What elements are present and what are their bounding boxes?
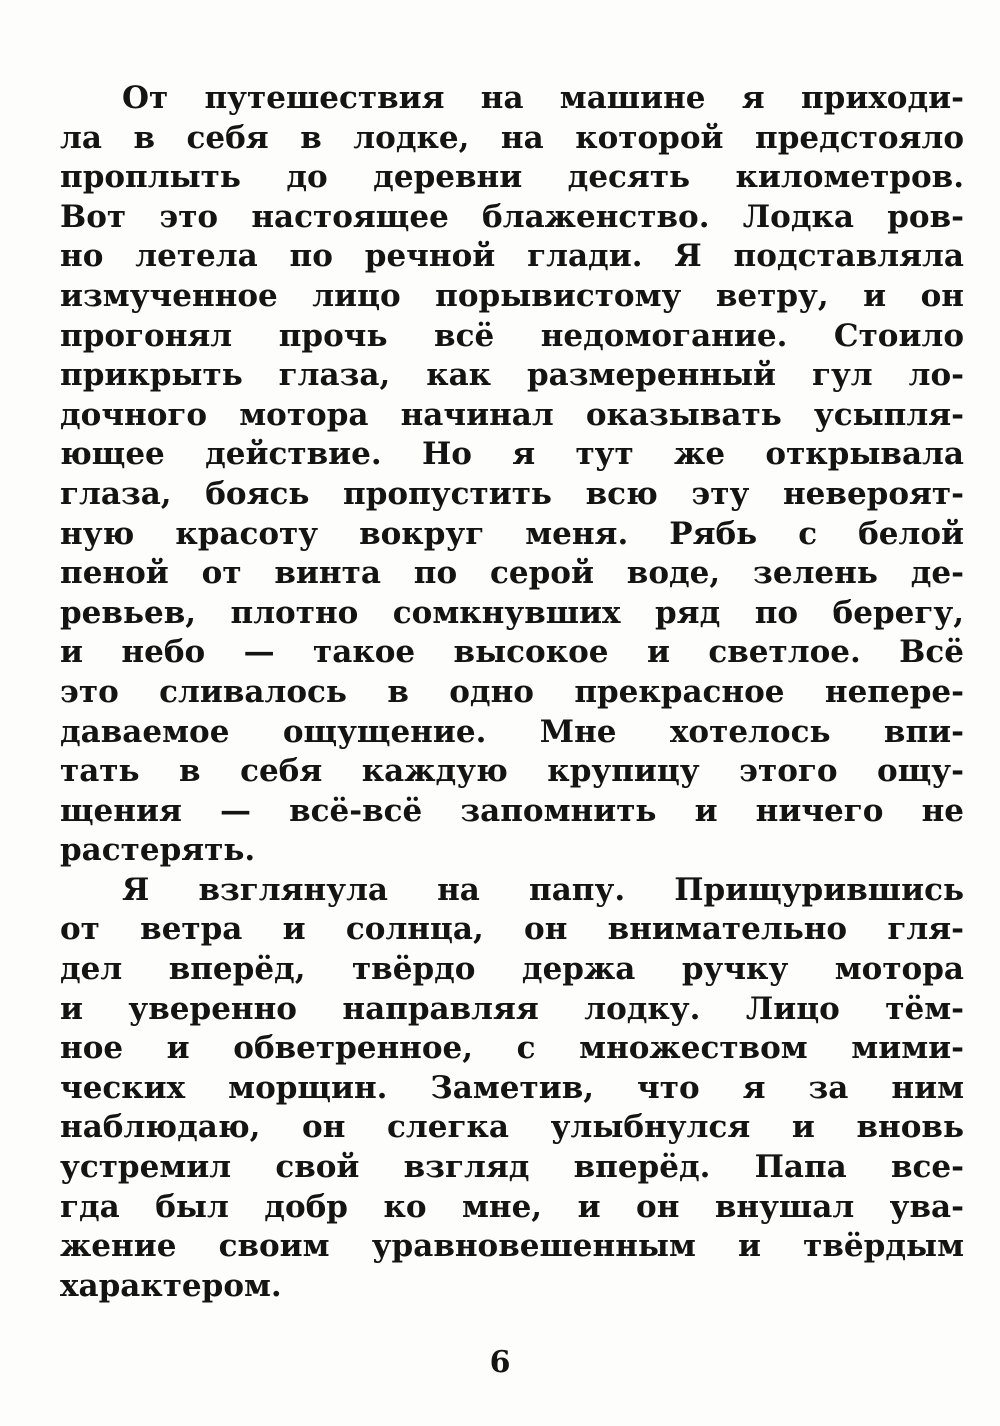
text-line: растерять.: [60, 832, 256, 869]
text-line: характером.: [60, 1267, 282, 1304]
text-line: тать в себя каждую крупицу этого ощу-: [60, 753, 964, 790]
text-line: ческих морщин. Заметив, что я за ним: [60, 1069, 964, 1106]
text-line: наблюдаю, он слегка улыбнулся и вновь: [60, 1109, 964, 1146]
body-text: [60, 79, 964, 1306]
page-number: 6: [489, 1345, 511, 1380]
text-line: прогонял прочь всё недомогание. Стоило: [60, 317, 964, 354]
text-line: проплыть до деревни десять километров.: [60, 159, 964, 196]
text-line: пеной от винта по серой воде, зелень де-: [60, 555, 964, 592]
text-line: ла в себя в лодке, на которой предстояло: [60, 119, 964, 156]
text-line: ющее действие. Но я тут же открывала: [60, 436, 964, 473]
text-line: глаза, боясь пропустить всю эту невероят-: [60, 475, 964, 512]
text-line: прикрыть глаза, как размеренный гул ло-: [60, 357, 964, 394]
text-line: щения — всё-всё запомнить и ничего не: [60, 792, 964, 829]
text-line: ное и обветренное, с множеством мими-: [60, 1030, 964, 1067]
text-line: и небо — такое высокое и светлое. Всё: [60, 634, 964, 671]
text-line: даваемое ощущение. Мне хотелось впи-: [60, 713, 964, 750]
text-line: измученное лицо порывистому ветру, и он: [60, 277, 964, 314]
text-line: ную красоту вокруг меня. Рябь с белой: [60, 515, 964, 552]
text-line: от ветра и солнца, он внимательно гля-: [60, 911, 964, 948]
text-line: Я взглянула на папу. Прищурившись: [122, 871, 964, 908]
text-line: но летела по речной глади. Я подставляла: [60, 238, 964, 275]
paragraph-1: [60, 79, 964, 871]
paragraph-2: [60, 871, 964, 1307]
text-line: жение своим уравновешенным и твёрдым: [60, 1228, 964, 1265]
text-line: От путешествия на машине я приходи-: [122, 80, 964, 116]
text-line: дочного мотора начинал оказывать усыпля-: [60, 396, 964, 433]
text-line: дел вперёд, твёрдо держа ручку мотора: [60, 951, 964, 988]
text-line: это сливалось в одно прекрасное непере-: [60, 673, 964, 710]
text-line: и уверенно направляя лодку. Лицо тём-: [60, 990, 964, 1027]
text-line: Вот это настоящее блаженство. Лодка ров-: [60, 198, 964, 235]
text-line: гда был добр ко мне, и он внушал ува-: [60, 1188, 964, 1225]
text-line: ревьев, плотно сомкнувших ряд по берегу,: [60, 594, 964, 631]
text-line: устремил свой взгляд вперёд. Папа все-: [60, 1149, 964, 1186]
